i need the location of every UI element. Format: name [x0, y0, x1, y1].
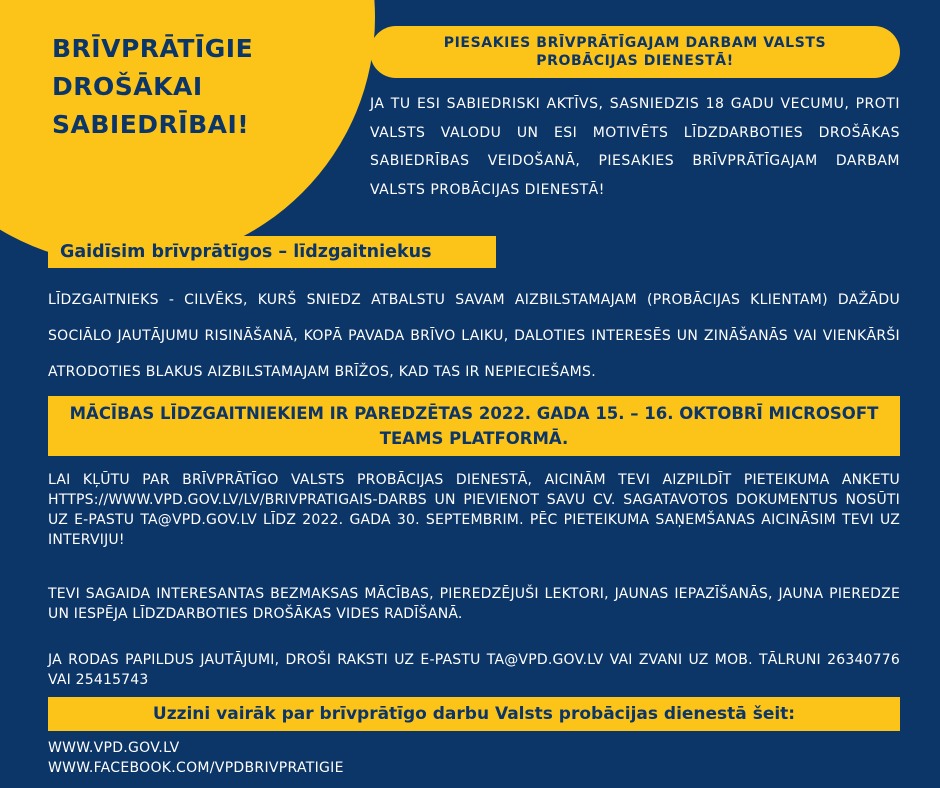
mentor-heading-bar — [48, 236, 496, 268]
more-info-banner — [48, 697, 900, 731]
training-banner-text: MĀCĪBAS LĪDZGAITNIEKIEM IR PAREDZĒTAS 2022. GADA 15. – 16. OKTOBRĪ MICROSOFT TEAMS PLATFORMĀ. — [69, 404, 879, 448]
benefits-paragraph: TEVI SAGAIDA INTERESANTAS BEZMAKSAS MĀCĪBAS, PIEREDZĒJUŠI LEKTORI, JAUNAS IEPAZĪŠANĀS, JAUNA PIEREDZE UN IESPĒJA LĪDZDARBOTIES DROŠĀKAS VIDES RADĪŠANĀ. — [48, 586, 900, 622]
contact-paragraph: JA RODAS PAPILDUS JAUTĀJUMI, DROŠI RAKSTI UZ E-PASTU TA@VPD.GOV.LV VAI ZVANI UZ MOB. TĀLRUNI 26340776 VAI 25415743 — [48, 652, 900, 688]
apply-pill-banner — [370, 26, 900, 78]
headline — [52, 30, 253, 144]
more-info-text: Uzzini vairāk par brīvprātīgo darbu Valsts probācijas dienestā šeit: — [152, 704, 796, 724]
headline-line-1: BRĪVPRĀTĪGIE — [52, 34, 254, 63]
intro-paragraph: JA TU ESI SABIEDRISKI AKTĪVS, SASNIEDZIS 18 GADU VECUMU, PROTI VALSTS VALODU UN ESI MOTIVĒTS LĪDZDARBOTIES DROŠĀKAS SABIEDRĪBAS VEIDOŠANĀ, PIESAKIES BRĪVPRĀTĪGAJAM DARBAM VALSTS PROBĀCIJAS DIENESTĀ! — [370, 96, 900, 198]
website-link[interactable]: WWW.VPD.GOV.LV — [48, 740, 180, 756]
headline-line-3: SABIEDRĪBAI! — [52, 110, 250, 139]
links-list — [48, 738, 344, 778]
training-banner — [48, 396, 900, 456]
apply-paragraph: LAI KĻŪTU PAR BRĪVPRĀTĪGO VALSTS PROBĀCIJAS DIENESTĀ, AICINĀM TEVI AIZPILDĪT PIETEIKUMA ANKETU HTTPS://WWW.VPD.GOV.LV/LV/BRIVPRATIGAIS-DARBS UN PIEVIENOT SAVU CV. SAGATAVOTOS DOKUMENTUS NOSŪTI UZ E-PASTU TA@VPD.GOV.LV LĪDZ 2022. GADA 30. SEPTEMBRIM. PĒC PIETEIKUMA SAŅEMŠANAS AICINĀSIM TEVI UZ INTERVIJU! — [48, 472, 900, 548]
mentor-definition-paragraph: LĪDZGAITNIEKS - CILVĒKS, KURŠ SNIEDZ ATBALSTU SAVAM AIZBILSTAMAJAM (PROBĀCIJAS KLIENTAM) DAŽĀDU SOCIĀLO JAUTĀJUMU RISINĀŠANĀ, KOPĀ PAVADA BRĪVO LAIKU, DALOTIES INTERESĒS UN ZINĀŠANĀS VAI VIENKĀRŠI ATRODOTIES BLAKUS AIZBILSTAMAJAM BRĪŽOS, KAD TAS IR NEPIECIEŠAMS. — [48, 292, 900, 380]
mentor-heading: Gaidīsim brīvprātīgos – līdzgaitniekus — [60, 242, 432, 262]
facebook-link[interactable]: WWW.FACEBOOK.COM/VPDBRIVPRATIGIE — [48, 760, 344, 776]
apply-pill-text: PIESAKIES BRĪVPRĀTĪGAJAM DARBAM VALSTS PROBĀCIJAS DIENESTĀ! — [443, 35, 827, 69]
headline-line-2: DROŠĀKAI — [52, 72, 203, 101]
